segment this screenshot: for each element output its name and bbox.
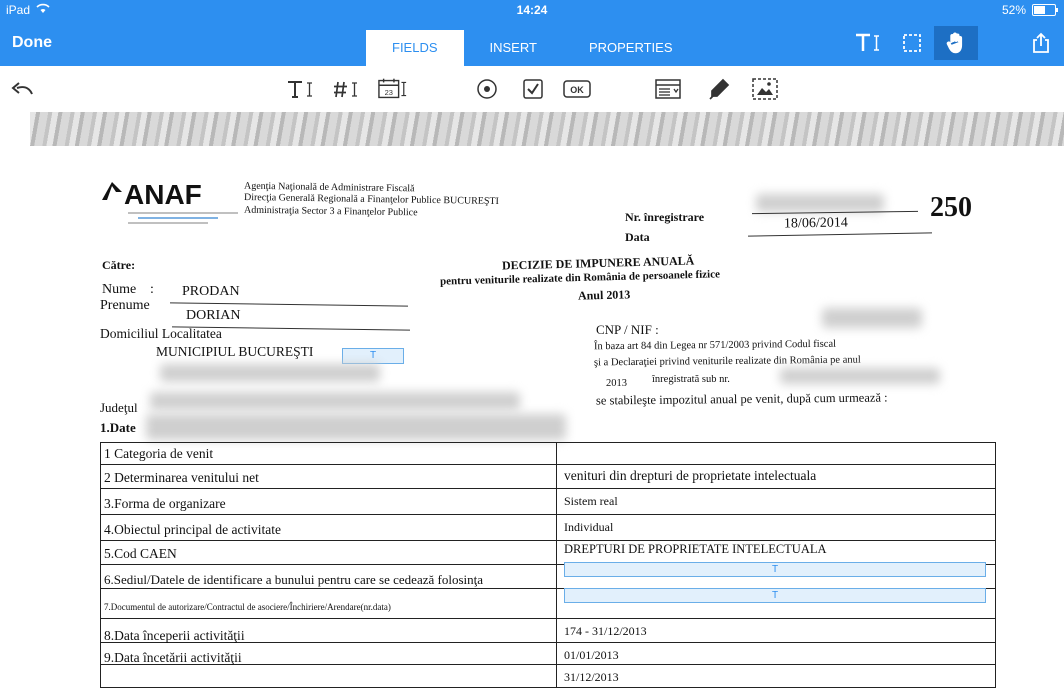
field-toolbar (0, 66, 1064, 113)
tab-properties[interactable]: PROPERTIES (588, 40, 673, 55)
undo-button[interactable] (8, 76, 38, 102)
legal-line-2: şi a Declaraţiei privind veniturile realizate din România pe anul (593, 354, 861, 369)
decision-subtitle: pentru veniturile realizate din România de persoanele fizice (439, 268, 721, 288)
row-label-property-identification: 6.Sediul/Datele de identificare a bunului pentru care se cedează folosinţa (104, 572, 483, 587)
hand-mode-button[interactable] (934, 26, 978, 60)
selection-mode-button[interactable] (890, 26, 934, 60)
decision-year: Anul 2013 (577, 287, 631, 303)
number-field-tool[interactable] (332, 76, 362, 102)
redacted-registration-number (756, 194, 884, 212)
name-value: PRODAN (182, 284, 240, 299)
legal-year: 2013 (606, 378, 627, 389)
hand-mode-icon (946, 32, 966, 54)
row-value-authorization-document: 174 - 31/12/2013 (564, 624, 647, 638)
date-line (748, 232, 932, 236)
name-line (170, 302, 408, 306)
svg-text:ANAF: ANAF (124, 179, 202, 208)
table-row (100, 514, 996, 515)
agency-line-3: Administraţia Sector 3 a Finanţelor Publice (243, 204, 418, 219)
anaf-logo (100, 178, 240, 213)
battery-icon (1032, 4, 1056, 16)
table-row (100, 618, 996, 619)
registration-number-label: Nr. înregistrare (625, 210, 705, 224)
text-field-tool[interactable] (286, 76, 316, 102)
device-name: iPad (6, 3, 31, 17)
redacted-declaration-number (780, 368, 940, 384)
redacted-county (150, 392, 520, 410)
number-field-icon (333, 79, 361, 99)
recipient-label: Către: (102, 258, 136, 272)
agency-line-2: Direcţia Generală Regională a Finanţelor Publice BUCUREŞTI (243, 191, 500, 208)
form-number: 250 (930, 192, 972, 223)
redacted-identifiers (146, 414, 566, 440)
undo-icon (11, 80, 35, 98)
row-label-income-category: 1 Categoria de venit (104, 446, 214, 461)
first-name-label: Prenume (100, 298, 150, 313)
svg-text:23: 23 (384, 88, 393, 98)
first-name-value: DORIAN (186, 308, 241, 323)
share-button[interactable] (1028, 30, 1054, 56)
share-icon (1031, 32, 1051, 54)
selection-mode-icon (902, 33, 922, 53)
logo-subtext (128, 210, 238, 224)
checkbox-tool[interactable] (518, 76, 548, 102)
checkbox-icon (522, 78, 544, 100)
button-field-tool[interactable] (562, 76, 592, 102)
row-label-end-date: 9.Data încetării activităţii (104, 650, 242, 665)
radio-button-tool[interactable] (472, 76, 502, 102)
list-field-icon (655, 78, 683, 100)
tab-insert[interactable]: INSERT (489, 40, 537, 55)
battery-percent: 52% (1001, 3, 1026, 17)
row-label-caen-code: 5.Cod CAEN (104, 546, 177, 561)
table-row (100, 442, 996, 443)
tab-fields[interactable]: FIELDS (366, 30, 464, 66)
document-page (0, 112, 1064, 700)
main-toolbar (0, 20, 1064, 66)
cnp-label: CNP / NIF : (596, 322, 659, 337)
county-label: Judeţul (100, 400, 138, 415)
table-border-right (995, 442, 996, 688)
signature-tool[interactable] (704, 76, 734, 102)
table-divider (556, 442, 557, 688)
caen-code-text-field[interactable]: T (564, 562, 986, 577)
status-time: 14:24 (516, 3, 548, 17)
table-row (100, 540, 996, 541)
tab-bar (366, 30, 699, 66)
agency-line-1: Agenţia Naţională de Administrare Fiscală (243, 180, 415, 195)
address-label: Domiciliul Localitatea (100, 326, 222, 341)
date-field-tool[interactable] (378, 76, 408, 102)
row-value-start-date: 01/01/2013 (564, 648, 619, 662)
property-identification-text-field[interactable]: T (564, 588, 986, 603)
section-label: 1.Date (100, 420, 136, 435)
redacted-address (160, 364, 380, 382)
signature-icon (707, 77, 731, 101)
legal-registration: înregistrată sub nr. (652, 374, 730, 385)
row-label-authorization-document: 7.Documentul de autorizare/Contractul de asociere/Închiriere/Arendare(nr.data) (104, 602, 391, 612)
status-right (1002, 3, 1056, 17)
legal-line-1: În baza art 84 din Legea nr 571/2003 privind Codul fiscal (593, 338, 837, 353)
date-label: Data (625, 230, 650, 244)
legal-line-3: se stabileşte impozitul anual pe venit, după cum urmează : (595, 390, 888, 408)
scan-artifact (30, 112, 1064, 146)
table-row (100, 687, 996, 688)
text-mode-icon (855, 33, 881, 53)
row-value-main-activity: Individual (564, 520, 614, 534)
income-data-table (100, 442, 996, 688)
table-row (100, 488, 996, 489)
text-mode-button[interactable] (846, 26, 890, 60)
list-field-tool[interactable] (654, 76, 684, 102)
row-value-net-income: venituri din drepturi de proprietate intelectuala (564, 468, 817, 483)
name-separator: : (150, 282, 154, 297)
redacted-cnp (822, 308, 922, 328)
radio-button-icon (476, 78, 498, 100)
svg-text:OK: OK (570, 85, 584, 95)
row-value-end-date: 31/12/2013 (564, 670, 619, 684)
row-value-caen-code: DREPTURI DE PROPRIETATE INTELECTUALA (564, 542, 827, 556)
name-label: Nume (102, 282, 137, 297)
status-bar (0, 0, 1064, 20)
date-field-icon (378, 78, 408, 100)
row-label-start-date: 8.Data începerii activităţii (104, 628, 245, 643)
decision-title: DECIZIE DE IMPUNERE ANUALĂ (501, 253, 695, 273)
image-field-icon (752, 78, 778, 100)
table-row (100, 464, 996, 465)
button-field-icon (562, 79, 592, 99)
locality-value: MUNICIPIUL BUCUREŞTI (156, 344, 314, 359)
date-value: 18/06/2014 (783, 215, 848, 232)
image-field-tool[interactable] (750, 76, 780, 102)
locality-text-field[interactable]: T (342, 348, 404, 364)
row-label-net-income: 2 Determinarea venitului net (104, 470, 259, 485)
row-label-organization-form: 3.Forma de organizare (104, 496, 226, 511)
text-field-icon (287, 79, 315, 99)
row-label-main-activity: 4.Obiectul principal de activitate (104, 522, 281, 537)
table-border-left (100, 442, 101, 688)
done-button[interactable]: Done (12, 34, 52, 51)
mode-group (846, 26, 978, 60)
row-value-organization-form: Sistem real (564, 494, 618, 508)
